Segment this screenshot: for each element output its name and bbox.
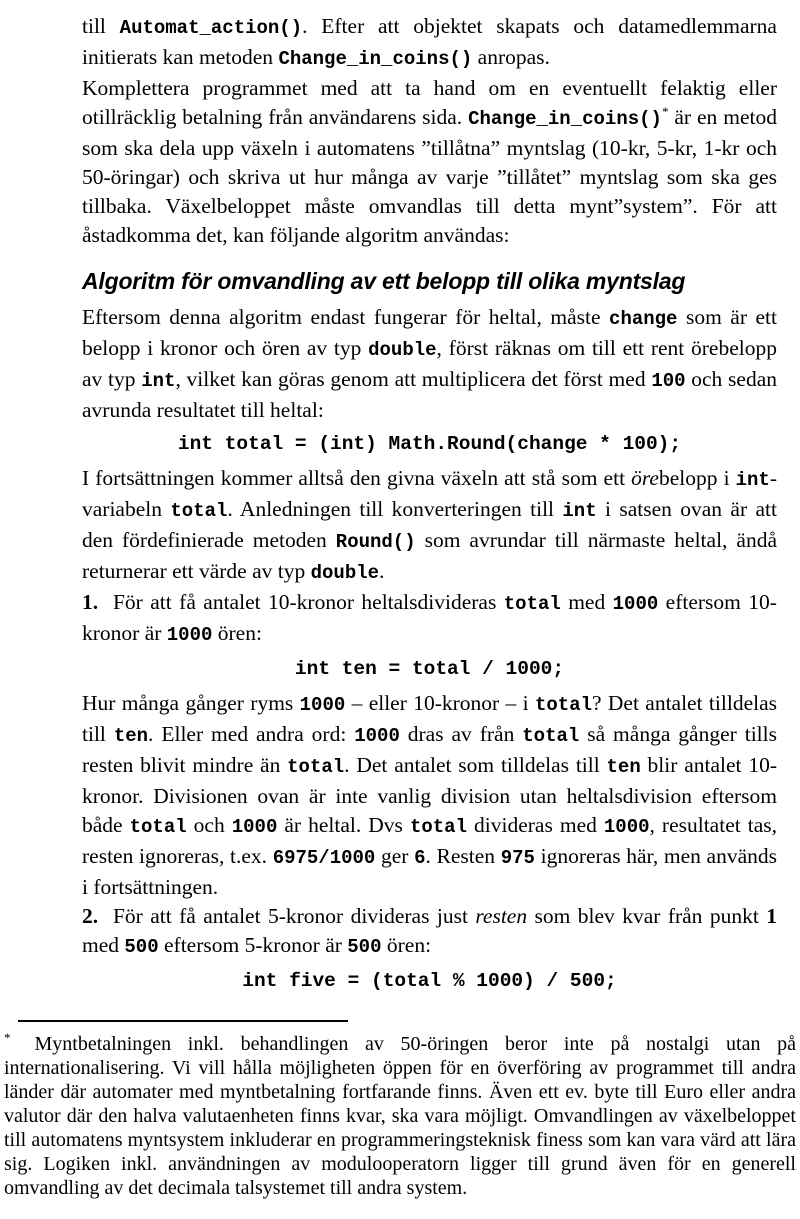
text-run: change	[609, 308, 678, 330]
text-run: Eftersom denna algoritm endast fungerar för heltal, måste	[82, 305, 610, 329]
text-run: 1000	[166, 624, 213, 646]
text-run: total	[287, 756, 345, 778]
text-run: som blev kvar från punkt	[527, 904, 767, 928]
text-run: divideras med	[466, 813, 604, 837]
text-run: int	[562, 500, 597, 522]
text-run: ignoreras här, men används i fortsättningen.	[82, 844, 777, 899]
text-run: – eller 10-kronor – i	[345, 691, 535, 715]
text-run: ger	[375, 844, 415, 868]
paragraph-assignment	[82, 74, 777, 250]
text-run: 6	[414, 847, 426, 869]
text-run: är en metod som ska dela upp växeln i automatens ”tillåtna” myntslag (10-kr, 5-kr, 1-kr och 50-öringar) och skriva ut hur många av varje ”tillåtet” myntslag som ska ges tillbaka. Växelbeloppet måste omvandlas till detta mynt”system”. För att åstadkomma det, kan följande algoritm användas:	[82, 105, 777, 247]
text-run: ten	[606, 756, 641, 778]
text-run: 500	[124, 936, 159, 958]
text-run: 500	[347, 936, 382, 958]
code-statement-five: int five = (total % 1000) / 500;	[242, 970, 617, 992]
text-run: eftersom 10-kronor är	[82, 590, 777, 645]
text-run: -variabeln	[82, 466, 777, 521]
numbered-item-2	[82, 902, 777, 962]
text-run: int	[735, 469, 770, 491]
footnote	[4, 1032, 796, 1200]
text-run: I fortsättningen kommer alltså den givna växeln att stå som ett	[82, 466, 632, 490]
footnote-separator	[18, 1020, 348, 1022]
text-run: Myntbetalningen inkl. behandlingen av 50-öringen beror inte på nostalgi utan på internationalisering. Vi vill hålla möjligheten öppen för en överföring av programmet till andra länder där automater med myntbetalning fortfarande finns. Även ett ev. byte till Euro eller andra valutor där den halva valutaenheten finns kvar, ska vara möjligt. Omvandlingen av växelbeloppet till automatens myntsystem inkluderar en programmeringsteknisk finess som kan vara värd att lära sig. Logiken inkl. användningen av modulooperatorn ligger till grund även för en generell omvandling av det decimala talsystemet till andra system.	[4, 1033, 796, 1199]
text-run: Change_in_coins()	[468, 108, 662, 130]
text-run: total	[129, 816, 187, 838]
text-run: Round()	[335, 531, 416, 553]
text-run: Automat_action()	[119, 17, 303, 39]
text-run: double	[310, 562, 380, 584]
text-run: .	[379, 559, 385, 583]
text-run: . Efter att objektet skapats och datamedlemmarna initierats kan metoden	[82, 14, 777, 69]
text-run: 6975/1000	[272, 847, 376, 869]
text-run: 1000	[231, 816, 278, 838]
text-run: ten	[113, 725, 149, 747]
text-run: belopp i	[658, 466, 736, 490]
text-run: i satsen ovan är att den fördefinierade metoden	[82, 497, 777, 552]
text-run: som är ett belopp i kronor och ören av typ	[82, 305, 777, 360]
text-run: 1000	[354, 725, 400, 747]
text-run: till	[82, 14, 120, 38]
paragraph-algorithm-intro	[82, 303, 777, 425]
main-text-column	[82, 0, 777, 996]
text-run: ören:	[212, 621, 262, 645]
footnote-section	[4, 1020, 796, 1200]
text-run: För att få antalet 5-kronor divideras just	[98, 904, 476, 928]
code-statement-ten: int ten = total / 1000;	[294, 658, 565, 680]
text-run: som avrundar till närmaste heltal, ändå returnerar ett värde av typ	[82, 528, 777, 583]
section-heading: Algoritm för omvandling av ett belopp till olika myntslag	[82, 268, 686, 294]
text-run: med	[82, 933, 125, 957]
footnote-body	[4, 1033, 796, 1199]
text-run: , resultatet tas, resten ignoreras, t.ex.	[82, 813, 778, 868]
text-run: Hur många gånger ryms	[82, 691, 300, 715]
text-run: int	[141, 370, 176, 392]
text-run: 1.	[82, 590, 99, 614]
text-run: med	[560, 590, 613, 614]
text-run: 1000	[603, 816, 650, 838]
text-run: , vilket kan göras genom att multiplicera det först med	[175, 367, 652, 391]
text-run: dras av från	[399, 722, 523, 746]
text-run: eftersom 5-kronor är	[158, 933, 348, 957]
text-run: total	[534, 694, 592, 716]
text-run: , först räknas om till ett rent örebelopp av typ	[82, 336, 777, 391]
text-run: total	[409, 816, 467, 838]
text-run: total	[522, 725, 580, 747]
text-run: . Anledningen till konverteringen till	[227, 497, 563, 521]
text-run: *	[661, 103, 669, 119]
text-run: öre	[631, 466, 659, 490]
text-run: . Resten	[425, 844, 501, 868]
text-run: total	[503, 593, 561, 615]
text-run: är heltal. Dvs	[277, 813, 410, 837]
code-statement-total: int total = (int) Math.Round(change * 100);	[177, 433, 682, 455]
text-run: ? Det antalet tilldelas till	[82, 691, 777, 746]
text-run: . Det antalet som tilldelas till	[344, 753, 607, 777]
text-run: double	[368, 339, 437, 361]
text-run: 1	[766, 904, 777, 928]
text-run: ören:	[381, 933, 432, 957]
text-run: Change_in_coins()	[278, 48, 473, 70]
footnote-marker: *	[4, 1030, 11, 1046]
numbered-item-1	[82, 588, 777, 650]
text-run: och sedan avrunda resultatet till heltal:	[82, 367, 777, 422]
text-run: För att få antalet 10-kronor heltalsdivideras	[98, 590, 504, 614]
text-run: och	[186, 813, 232, 837]
text-run: 975	[500, 847, 535, 869]
text-run: 2.	[82, 904, 99, 928]
text-run: 1000	[299, 694, 346, 716]
text-run: 1000	[612, 593, 659, 615]
text-run: anropas.	[472, 45, 550, 69]
text-run: resten	[475, 904, 528, 928]
paragraph-intro	[82, 12, 777, 74]
text-run: blir antalet 10-kronor. Divisionen ovan är inte vanlig division utan heltalsdivision eftersom både	[82, 753, 777, 837]
paragraph-conversion-note	[82, 464, 777, 588]
text-run: Komplettera programmet med att ta hand om en eventuellt felaktig eller otillräcklig betalning från användarens sida.	[82, 76, 777, 129]
text-run: total	[170, 500, 228, 522]
text-run: 100	[651, 370, 686, 392]
text-run: så många gånger tills resten blivit mindre än	[82, 722, 777, 777]
paragraph-division-explanation	[82, 689, 777, 902]
text-run: . Eller med andra ord:	[148, 722, 355, 746]
